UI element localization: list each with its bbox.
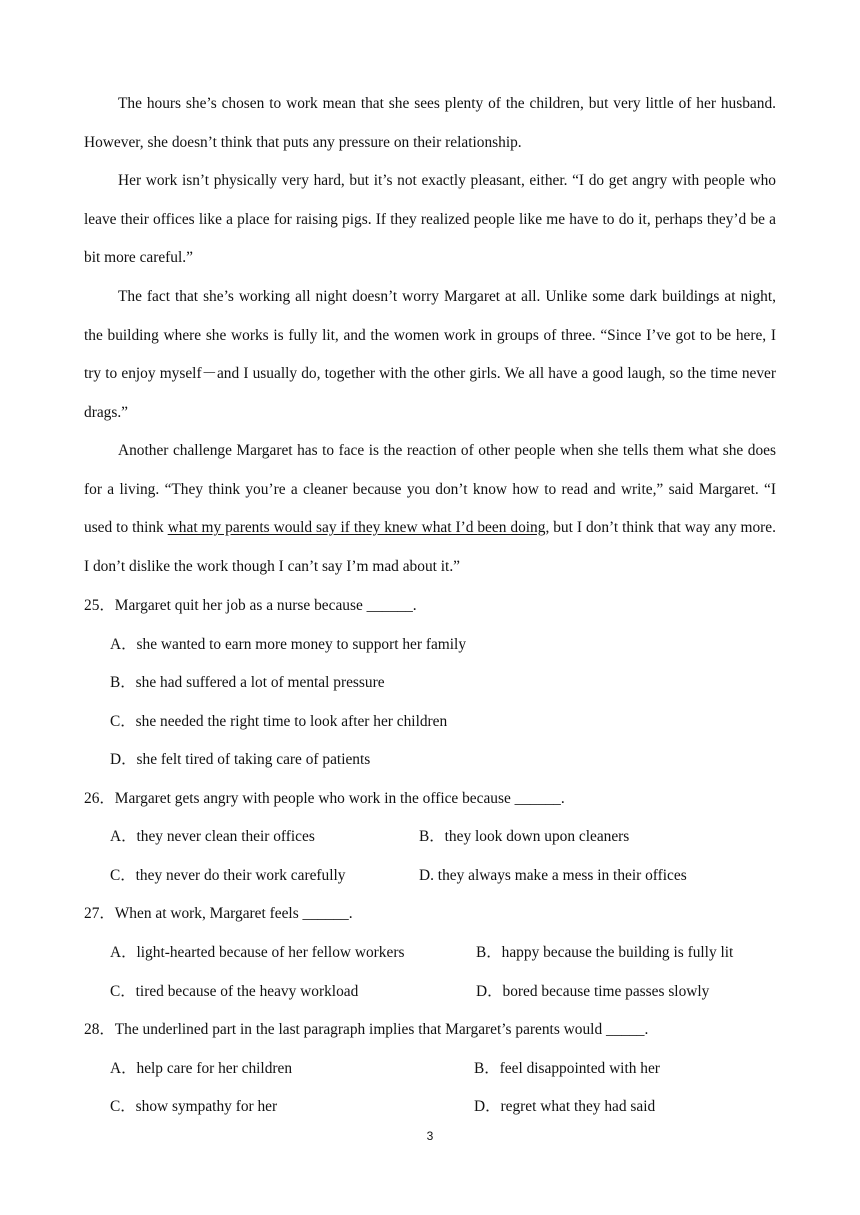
question-26-option-c: C．they never do their work carefully	[110, 867, 346, 884]
question-26-option-d: D. they always make a mess in their offices	[419, 867, 687, 884]
question-25-option-a: A．she wanted to earn more money to support her family	[110, 636, 467, 653]
question-27-option-c: C．tired because of the heavy workload	[110, 983, 359, 1000]
paragraph-4-text-start: Another challenge Margaret has to face is the reaction of other people when she tells them what she does for a living. “They think you’re a cleaner because you don’t know how to read and write,” said Margaret. “I used to think	[84, 442, 776, 536]
question-25-option-b: B．she had suffered a lot of mental pressure	[110, 674, 385, 691]
paragraph-1: The hours she’s chosen to work mean that she sees plenty of the children, but very little of her husband. However, she doesn’t think that puts any pressure on their relationship.	[84, 95, 776, 151]
underlined-phrase: what my parents would say if they knew what I’d been doing	[167, 519, 546, 536]
question-28-option-a: A．help care for her children	[110, 1060, 293, 1077]
question-25-stem: 25．Margaret quit her job as a nurse because ______.	[84, 597, 417, 614]
paragraph-2: Her work isn’t physically very hard, but it’s not exactly pleasant, either. “I do get angry with people who leave their offices like a place for raising pigs. If they realized people like me have to do it, perhaps they’d be a bit more careful.”	[84, 172, 776, 266]
question-26-stem: 26．Margaret gets angry with people who work in the office because ______.	[84, 790, 565, 807]
question-27-option-a: A．light-hearted because of her fellow workers	[110, 944, 405, 961]
paragraph-4	[84, 432, 776, 586]
question-27-option-b: B．happy because the building is fully lit	[476, 944, 734, 961]
question-28-option-c: C．show sympathy for her	[110, 1098, 278, 1115]
paragraph-4-text-end: , but I don’t think that way any more. I don’t dislike the work though I can’t say I’m mad about it.”	[84, 519, 776, 575]
question-26-option-b: B．they look down upon cleaners	[419, 828, 630, 845]
question-26-option-a: A．they never clean their offices	[110, 828, 315, 845]
question-27-stem: 27．When at work, Margaret feels ______.	[84, 905, 353, 922]
paragraph-3: The fact that she’s working all night doesn’t worry Margaret at all. Unlike some dark buildings at night, the building where she works is fully lit, and the women work in groups of three. “Since I’ve got to be here, I try to enjoy myself－and I usually do, together with the other girls. We all have a good laugh, so the time never drags.”	[84, 288, 776, 421]
question-25-option-c: C．she needed the right time to look after her children	[110, 713, 448, 730]
question-28-option-b: B．feel disappointed with her	[474, 1060, 660, 1077]
question-28-option-d: D．regret what they had said	[474, 1098, 656, 1115]
question-28-stem: 28．The underlined part in the last paragraph implies that Margaret’s parents would _____.	[84, 1021, 649, 1038]
question-27-option-d: D．bored because time passes slowly	[476, 983, 710, 1000]
page-number: 3	[426, 1129, 434, 1143]
question-25-option-d: D．she felt tired of taking care of patients	[110, 751, 371, 768]
